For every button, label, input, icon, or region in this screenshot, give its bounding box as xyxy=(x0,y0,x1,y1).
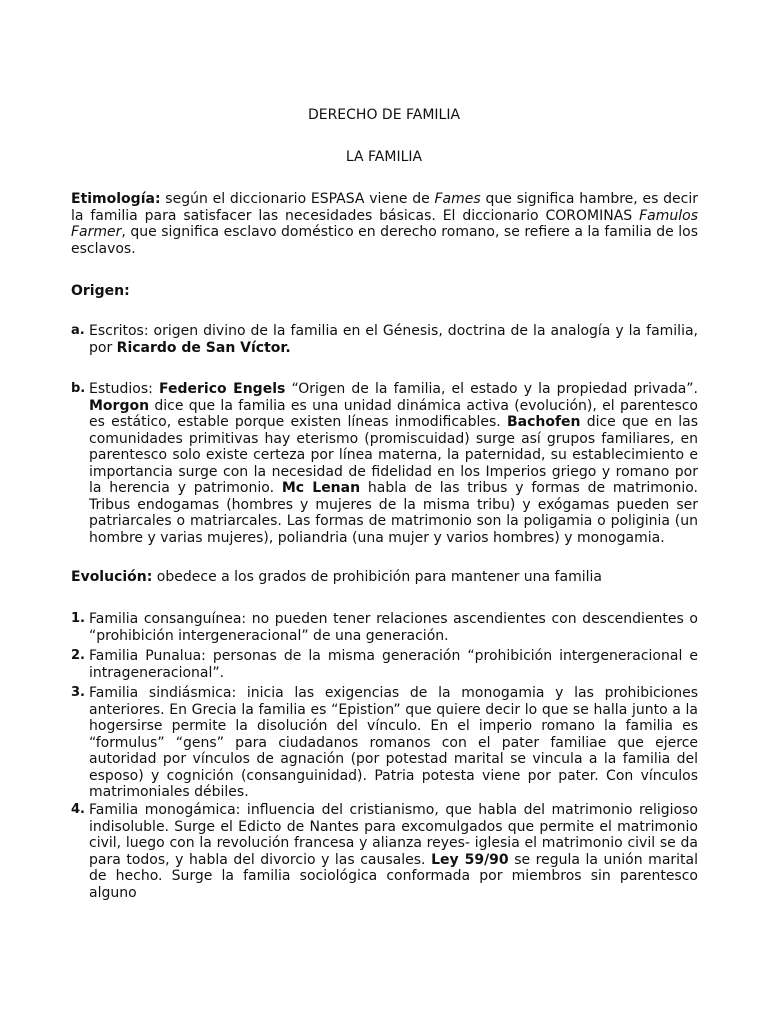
evolucion-label: Evolución: xyxy=(71,569,153,585)
etimologia-fames: Fames xyxy=(434,191,481,207)
origen-item-b xyxy=(71,381,698,546)
origen-a-bold-name: Ricardo de San Víctor. xyxy=(116,339,291,356)
origen-item-a-text xyxy=(89,323,698,356)
evolucion-item-4-text xyxy=(89,802,698,901)
list-marker: a. xyxy=(71,323,85,338)
evolucion-paragraph xyxy=(71,569,698,586)
etimologia-text-3: , que significa esclavo doméstico en derecho romano, se refiere a la familia de los esclavos. xyxy=(71,224,698,257)
etimologia-label: Etimología: xyxy=(71,191,161,207)
etimologia-text-2: que significa hambre, es decir la familia para satisfacer las necesidades básicas. El diccionario COROMINAS xyxy=(71,191,698,224)
list-marker: 3. xyxy=(71,685,85,700)
list-marker: b. xyxy=(71,381,86,396)
origen-b-bold-morgon: Morgon xyxy=(89,397,150,414)
document-subtitle: LA FAMILIA xyxy=(345,149,423,165)
evolucion-item-1 xyxy=(71,611,698,644)
evolucion-text: obedece a los grados de prohibición para mantener una familia xyxy=(152,569,602,585)
origen-item-b-text xyxy=(89,381,698,546)
origen-a-text-1: Escritos: origen divino de la familia en el Génesis, doctrina de la analogía y la familia, por xyxy=(89,323,698,356)
evolucion-item-3 xyxy=(71,685,698,801)
evolucion-item-4 xyxy=(71,802,698,901)
evolucion-item-3-text: Familia sindiásmica: inicia las exigencias de la monogamia y las prohibiciones anteriores. En Grecia la familia es “Epistion” que quiere decir lo que se halla junto a la hogersirse permite la disolución del vínculo. En el imperio romano la familia es “formulus” “gens” para ciudadanos romanos con el pater familiae que ejerce autoridad por vínculos de agnación (por potestad marital se vincula a la familia del esposo) y cognición (consanguinidad). Patria potesta viene por pater. Con vínculos matrimoniales débiles. xyxy=(89,685,698,800)
evolucion-item-2 xyxy=(71,648,698,681)
evolucion-4-text-2: se regula la unión marital de hecho. Surge la familia sociológica conformada por miembros sin parentesco alguno xyxy=(89,851,698,901)
origen-b-text-1: Estudios: xyxy=(89,381,159,397)
origen-heading xyxy=(71,283,698,300)
origen-b-text-4: dice que en las comunidades primitivas hay eterismo (promiscuidad) surge así grupos familiares, en parentesco solo existe certeza por línea materna, la paternidad, su establecimiento e importancia surge con la necesidad de fidelidad en los Imperios griego y romano por la herencia y patrimonio. xyxy=(89,414,698,496)
origen-b-bold-bachofen: Bachofen xyxy=(506,414,581,430)
origen-b-text-5: habla de las tribus y formas de matrimonio. Tribus endogamas (hombres y mujeres de la misma tribu) y exógamas pueden ser patriarcales o matriarcales. Las formas de matrimonio son la poligamia o poliginia (un hombre y varias mujeres), poliandria (una mujer y varios hombres) y monogamia. xyxy=(89,480,699,546)
origen-item-a xyxy=(71,323,698,356)
origen-b-text-3: dice que la familia es una unidad dinámica activa (evolución), el parentesco es estático, estable porque existen líneas inmodificables. xyxy=(89,397,698,430)
origen-b-bold-engels: Federico Engels xyxy=(158,381,286,397)
evolucion-item-1-text: Familia consanguínea: no pueden tener relaciones ascendientes con descendientes o “prohibición intergeneracional” de una generación. xyxy=(89,611,698,644)
etimologia-famulos: Famulos Farmer xyxy=(71,207,698,240)
document-title: DERECHO DE FAMILIA xyxy=(307,107,461,123)
origen-b-text-2: “Origen de la familia, el estado y la propiedad privada”. xyxy=(285,381,699,397)
origen-heading-text: Origen: xyxy=(71,283,130,299)
evolucion-4-text-1: Familia monogámica: influencia del cristianismo, que habla del matrimonio religioso indisoluble. Surge el Edicto de Nantes para excomulgados que permite el matrimonio civil, luego con la revolución francesa y alianza reyes- iglesia el matrimonio civil se da para todos, y habla del divorcio y las causales. xyxy=(89,802,698,868)
etimologia-paragraph xyxy=(71,191,698,257)
list-marker: 2. xyxy=(71,648,85,663)
origen-b-bold-mclenan: Mc Lenan xyxy=(281,480,361,496)
list-marker: 1. xyxy=(71,611,85,626)
evolucion-item-2-text: Familia Punalua: personas de la misma generación “prohibición intergeneracional e intrageneracional”. xyxy=(89,648,698,681)
etimologia-text-1: según el diccionario ESPASA viene de xyxy=(160,191,435,207)
list-marker: 4. xyxy=(71,802,85,817)
evolucion-4-bold-ley: Ley 59/90 xyxy=(431,851,509,868)
